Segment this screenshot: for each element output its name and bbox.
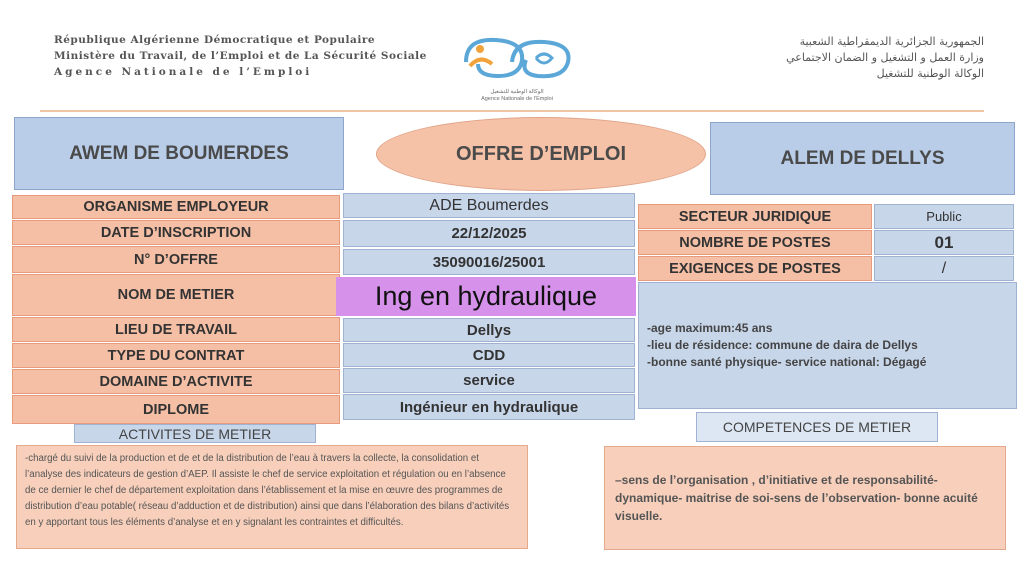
logo-caption-ar: الوكالة الوطنية للتشغيل	[490, 89, 544, 95]
header-fr-line2: Ministère du Travail, de l’Emploi et de La Sécurité Sociale	[54, 50, 427, 62]
header-ar-line1: الجمهورية الجزائرية الديمقراطية الشعبية	[799, 35, 984, 48]
value-numero-text: 35090016/25001	[432, 253, 546, 271]
label-domaine	[12, 369, 340, 394]
header-french	[54, 32, 434, 80]
label-lieu	[12, 317, 340, 342]
label-numero-text: N° D’OFFRE	[134, 251, 218, 268]
value-lieu-text: Dellys	[466, 321, 512, 339]
requirement-line: -age maximum:45 ans	[647, 321, 773, 335]
label-metier-text: NOM DE METIER	[117, 287, 235, 303]
label-exigences	[638, 256, 872, 281]
anem-logo-icon	[452, 32, 582, 84]
value-domaine-text: service	[463, 372, 515, 389]
value-secteur	[874, 204, 1014, 229]
activites-text-box	[16, 445, 528, 549]
label-contrat-text: TYPE DU CONTRAT	[107, 347, 245, 364]
value-metier-text: Ing en hydraulique	[374, 281, 598, 311]
label-organisme	[12, 195, 340, 219]
label-date	[12, 220, 340, 245]
activites-heading-text: ACTIVITES DE METIER	[118, 425, 272, 442]
activites-text: -chargé du suivi de la production et de et de la distribution de l’eau à travers la collecte, la consolidation et l’analyse des indicateurs de gestion d’AEP. Il assiste le chef de service exploitation et régulation ou en l’absence de ce dernier le chef de département exploitation dans l’établissement et la mise en œuvre des programmes de distribution d’eau potable( réseau d’adduction et de distribution) ainsi que dans l’élaboration des bilans d’activités en y apportant tous les éléments d’analyse et en y signalant les contraintes et difficultés.	[25, 453, 510, 528]
value-lieu	[343, 318, 635, 342]
label-secteur-text: SECTEUR JURIDIQUE	[678, 208, 832, 225]
value-exigences	[874, 256, 1014, 281]
right-agency-box	[710, 122, 1015, 195]
header-arabic	[604, 34, 984, 82]
value-exigences-text: /	[941, 259, 947, 277]
label-date-text: DATE D’INSCRIPTION	[100, 224, 252, 241]
value-date	[343, 220, 635, 247]
label-domaine-text: DOMAINE D’ACTIVITE	[99, 373, 253, 390]
activites-heading	[74, 424, 316, 443]
label-diplome	[12, 395, 340, 424]
label-numero	[12, 246, 340, 273]
anem-logo	[452, 32, 582, 104]
label-organisme-text: ORGANISME EMPLOYEUR	[83, 199, 269, 215]
offer-title	[376, 117, 706, 191]
competences-heading	[696, 412, 938, 442]
value-numero	[343, 249, 635, 275]
requirement-line: -bonne santé physique- service national: Dégagé	[647, 355, 927, 369]
header-fr-line1: République Algérienne Démocratique et Populaire	[54, 34, 376, 46]
label-nombre-text: NOMBRE DE POSTES	[679, 234, 831, 251]
value-contrat	[343, 343, 635, 367]
label-secteur	[638, 204, 872, 229]
competences-text-box	[604, 446, 1006, 550]
header-divider	[40, 110, 984, 112]
logo-caption-fr: Agence Nationale de l’Emploi	[481, 96, 553, 102]
value-diplome-text: Ingénieur en hydraulique	[399, 398, 579, 416]
competences-heading-text: COMPETENCES DE METIER	[722, 419, 912, 435]
requirements-box	[638, 282, 1017, 409]
value-nombre-text: 01	[934, 232, 954, 252]
competences-text: –sens de l’organisation , d’initiative et de responsabilité- dynamique- maitrise de soi-sens de l’observation- bonne acuité visuelle.	[615, 473, 978, 523]
label-exigences-text: EXIGENCES DE POSTES	[669, 260, 841, 277]
value-secteur-text: Public	[926, 209, 962, 224]
label-lieu-text: LIEU DE TRAVAIL	[115, 321, 237, 338]
header-ar-line3: الوكالة الوطنية للتشغيل	[876, 67, 984, 80]
value-metier	[336, 277, 636, 316]
label-diplome-text: DIPLOME	[142, 401, 210, 418]
value-domaine	[343, 368, 635, 393]
value-date-text: 22/12/2025	[451, 225, 527, 242]
offer-title-text: OFFRE D’EMPLOI	[456, 142, 626, 165]
header-fr-line3: Agence Nationale de l’Emploi	[54, 66, 313, 78]
left-agency-box	[14, 117, 344, 190]
requirement-line: -lieu de résidence: commune de daira de Dellys	[647, 338, 918, 352]
left-agency-label: AWEM DE BOUMERDES	[69, 142, 289, 164]
value-organisme-text: ADE Boumerdes	[429, 196, 549, 214]
label-metier	[12, 274, 340, 316]
value-nombre	[874, 230, 1014, 255]
value-diplome	[343, 394, 635, 420]
label-contrat	[12, 343, 340, 368]
right-agency-label: ALEM DE DELLYS	[780, 147, 945, 169]
value-organisme	[343, 193, 635, 218]
label-nombre	[638, 230, 872, 255]
header-ar-line2: وزارة العمل و التشغيل و الضمان الاجتماعي	[786, 51, 984, 64]
value-contrat-text: CDD	[472, 346, 506, 364]
